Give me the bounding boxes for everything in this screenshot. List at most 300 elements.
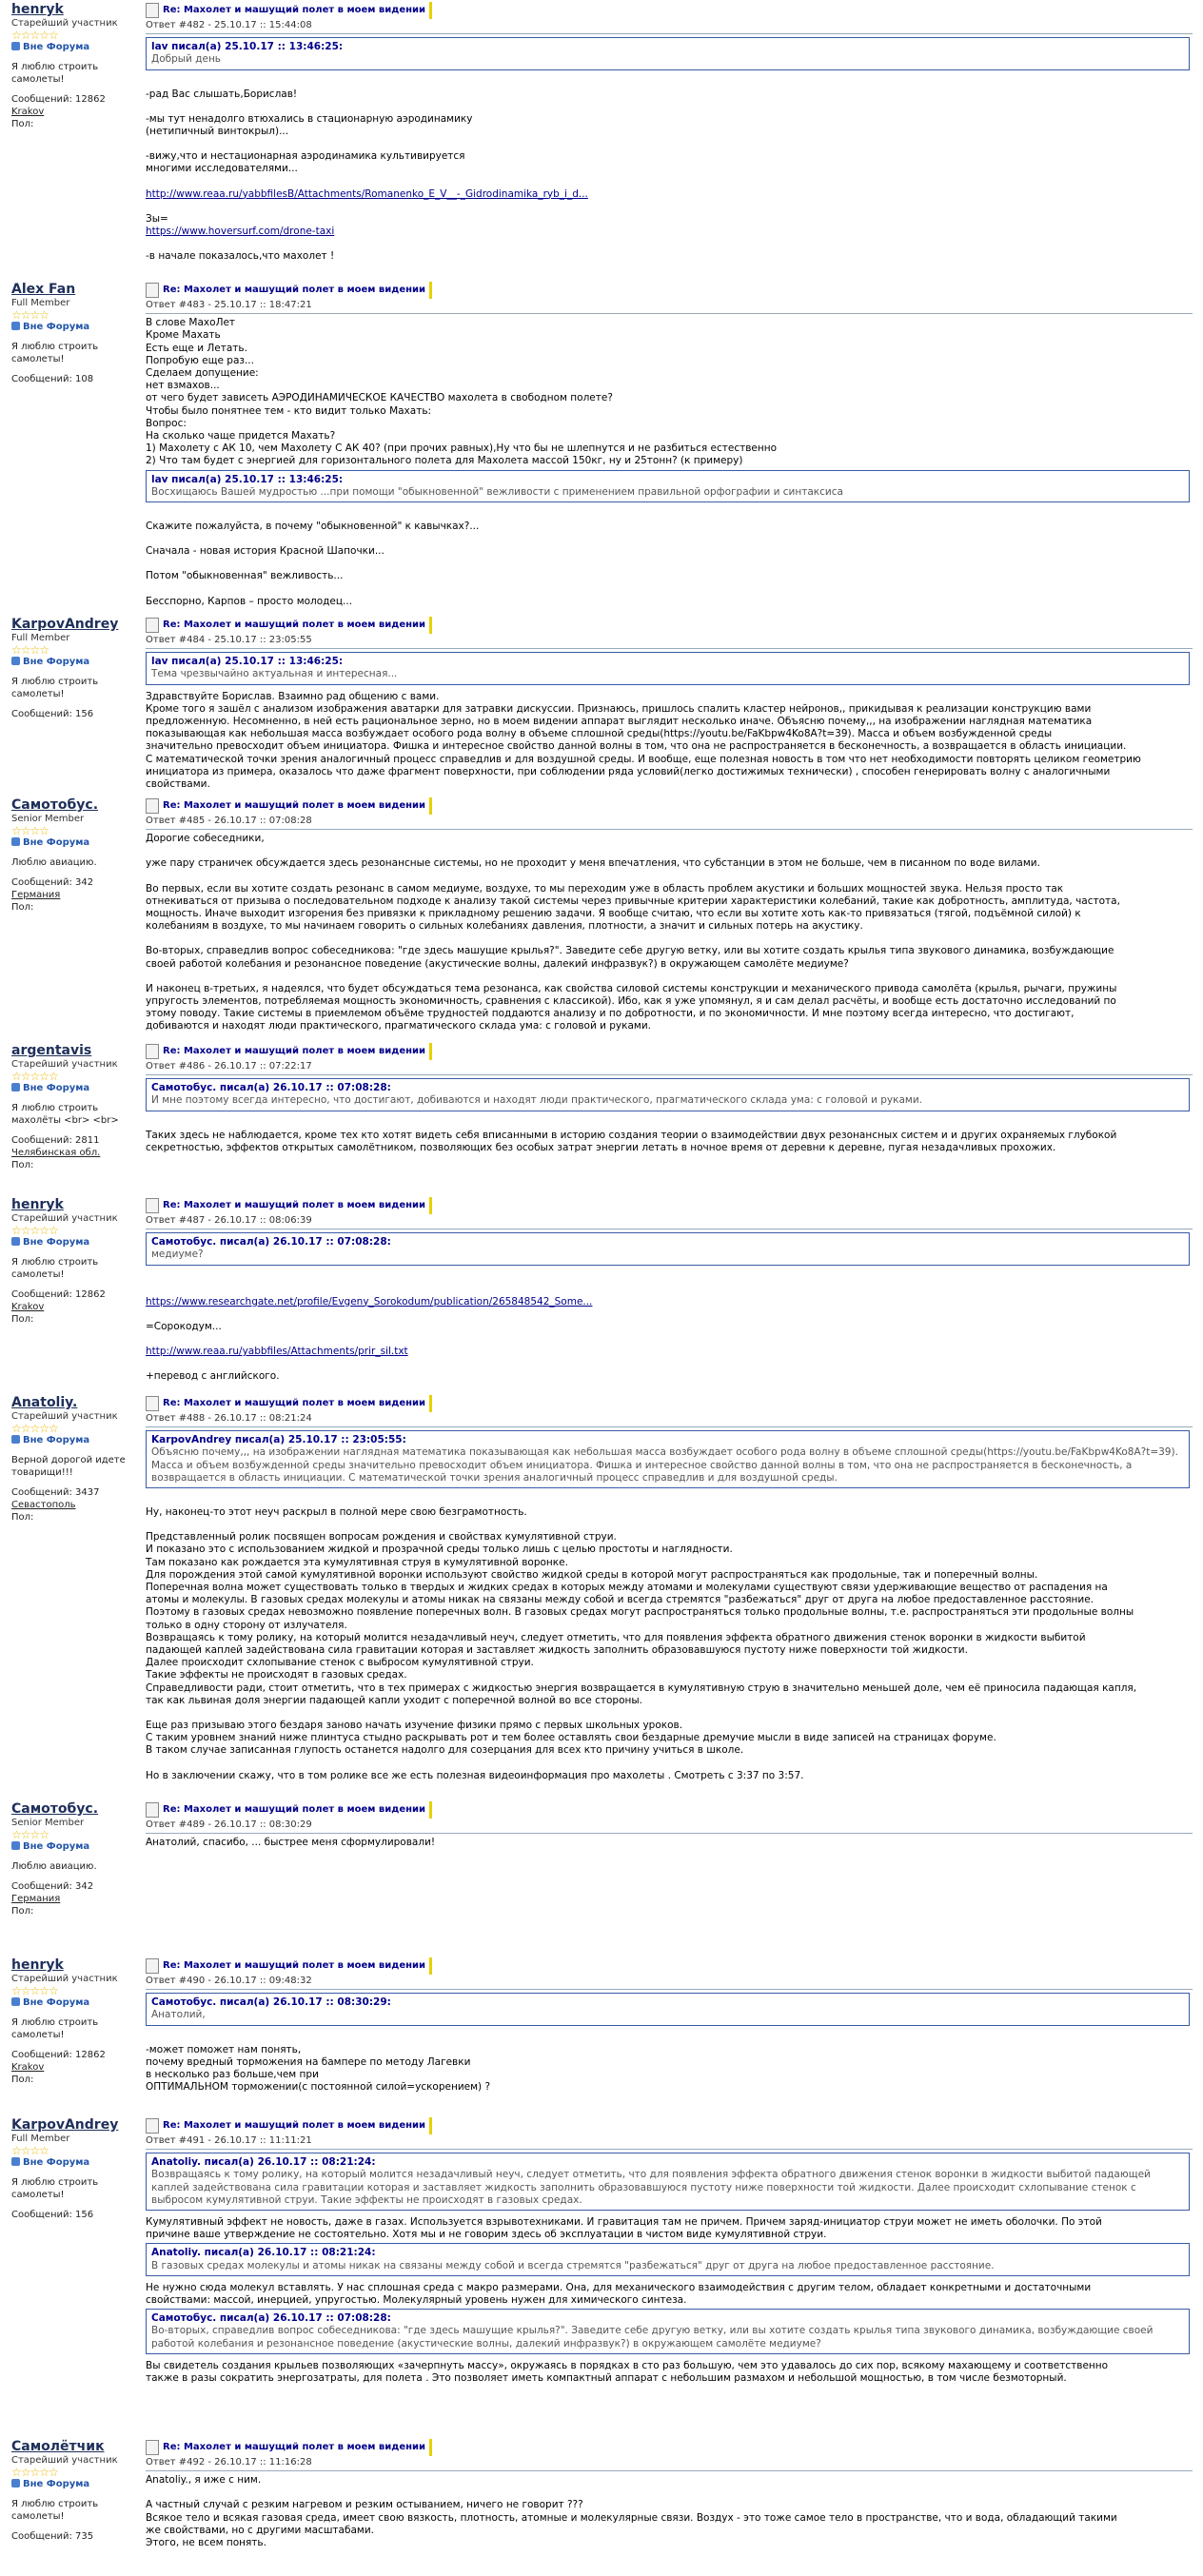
author-rank: Старейший участник xyxy=(11,1059,118,1070)
post-text-line: также в разы сократить энергозатраты, для полета . Это позволяет иметь компактный аппарат с небольшим размахом и небольшой мощностью, в том числе безмоторный. xyxy=(146,2372,1067,2385)
message-count: Сообщений: 12862 xyxy=(11,1289,106,1300)
author-name[interactable]: Alex Fan xyxy=(11,282,76,297)
post-meta: Ответ #489 - 26.10.17 :: 08:30:29 xyxy=(146,1819,1193,1834)
post-header xyxy=(146,1801,1193,1819)
post-meta: Ответ #490 - 26.10.17 :: 09:48:32 xyxy=(146,1975,1193,1990)
blank-line xyxy=(146,1494,1193,1506)
post-text-line: Всякое тело и всякая газовая среда, имеет свою вязкость, плотность, атомные и молекулярные связи. Воздух - это тоже самое тело в пространстве, что и вода, обладающий такими xyxy=(146,2511,1117,2524)
post-title-link[interactable]: Re: Махолет и машущий полет в моем видении xyxy=(163,1804,426,1816)
post-text-line: значительно превосходит объем инициатора. Фишка и интересное свойство данной волны в том, что она не распространяется в бесконечность, а возвращается в область инициации. xyxy=(146,740,1127,753)
post-content xyxy=(146,617,1193,791)
spacer xyxy=(11,1853,140,1860)
post-text-line: Анатолий, спасибо, ... быстрее меня сформулировали! xyxy=(146,1837,436,1849)
post-text-line: На сколько чаще придется Махать? xyxy=(146,430,336,442)
spacer xyxy=(11,2201,140,2209)
post-text-line: колебаниям в воздухе, то мы начинаем говорить о сильных колебаниях давления, плотности, а значит и сильных потерь на акустику. xyxy=(146,920,863,933)
post-header xyxy=(146,617,1193,634)
rank-stars-icon: ☆☆☆☆ xyxy=(11,2144,49,2157)
author-gender: Пол: xyxy=(11,1160,34,1170)
author-panel xyxy=(11,2,140,130)
quote-block xyxy=(146,2153,1190,2211)
post-text-line: В таком случае записанная глупость останется надолго для созерцания для всех кто причину учиться в школе. xyxy=(146,1744,744,1757)
post-text-line: Там показано как рождается эта кумулятивная струя в кумулятивной воронке. xyxy=(146,1556,568,1568)
post-icon xyxy=(146,2440,159,2455)
post-title-link[interactable]: Re: Махолет и машущий полет в моем видении xyxy=(163,1046,426,1057)
post-title-link[interactable]: Re: Махолет и машущий полет в моем видении xyxy=(163,1200,426,1211)
post-text-line: атомы и молекулы. В газовых средах молекулы и атомы никак на связаны между собой и всегда стремятся "разбежаться" друг от друга на любое предоставленное расстояние. xyxy=(146,1594,1094,1606)
post-marker-icon xyxy=(429,282,432,299)
post-text-line: Этого, не всем понять. xyxy=(146,2537,266,2549)
post-text-line: Но в заключении скажу, что в том ролике все же есть полезная видеоинформация про махолеты . Смотреть с 3:37 по 3:57. xyxy=(146,1769,804,1781)
quote-header[interactable]: Anatoliy. писал(а) 26.10.17 :: 08:21:24: xyxy=(151,2156,376,2169)
message-count: Сообщений: 2811 xyxy=(11,1135,100,1146)
online-status: Вне Форума xyxy=(11,2156,140,2169)
quote-header[interactable]: lav писал(а) 25.10.17 :: 13:46:25: xyxy=(151,656,344,668)
post-icon xyxy=(146,1044,159,1059)
post-title-link[interactable]: Re: Махолет и машущий полет в моем видении xyxy=(163,2442,426,2453)
quote-header[interactable]: lav писал(а) 25.10.17 :: 13:46:25: xyxy=(151,473,344,485)
post-text-line: в несколько раз больше,чем при xyxy=(146,2069,319,2081)
author-gender: Пол: xyxy=(11,1512,34,1523)
online-status: Вне Форума xyxy=(11,656,140,668)
blank-line xyxy=(146,201,1193,213)
post-text-line: С таким уровнем знаний ниже плинтуса стыдно раскрывать рот и тем более оставлять свои бездарные дремучие мысли в виде записей на страницах форуме. xyxy=(146,1732,996,1744)
online-status: Вне Форума xyxy=(11,836,140,849)
spacer xyxy=(11,869,140,876)
post-text-line: И показано это с использованием жидкой и прозрачной среды только лишь с целью простоты и наглядности. xyxy=(146,1544,733,1556)
spacer xyxy=(11,1249,140,1256)
post-text-line: -в начале показалось,что махолет ! xyxy=(146,250,335,263)
quote-text: И мне поэтому всегда интересно, что достигают, добиваются и находят люди практического, прагматического склада ума: с головой и руками. xyxy=(151,1094,923,1107)
post-text-line: Вы свидетель создания крыльев позволяющих «зачерпнуть массу», окружаясь в порядках в сто раз большую, чем это удавалось до сих пор, всякому махающему и соответственно xyxy=(146,2359,1109,2371)
post-text-line: Бесспорно, Карпов – просто молодец... xyxy=(146,595,353,607)
post-text-line: Дорогие собеседники, xyxy=(146,833,265,845)
author-location[interactable]: Krakov xyxy=(11,107,45,117)
quote-header[interactable]: Anatoliy. писал(а) 26.10.17 :: 08:21:24: xyxy=(151,2247,376,2259)
author-location[interactable]: Севастополь xyxy=(11,1500,76,1510)
author-rank: Full Member xyxy=(11,633,70,643)
quote-header[interactable]: Самотобус. писал(а) 26.10.17 :: 07:08:28: xyxy=(151,1082,391,1094)
quote-text: Добрый день xyxy=(151,53,221,66)
rank-stars-icon: ☆☆☆☆ xyxy=(11,1828,49,1841)
author-name[interactable]: Самотобус. xyxy=(11,1801,99,1817)
post-link[interactable]: https://www.hoversurf.com/drone-taxi xyxy=(146,226,335,238)
post-marker-icon xyxy=(429,797,432,815)
post-text-line: -мы тут ненадолго втюхались в стационарную аэродинамику xyxy=(146,112,473,125)
author-panel xyxy=(11,2439,140,2543)
blank-line xyxy=(146,1271,1193,1284)
post-header xyxy=(146,2439,1193,2456)
post-text-line: Ну, наконец-то этот неуч раскрыл в полной мере свою безграмотность. xyxy=(146,1506,527,1519)
online-status: Вне Форума xyxy=(11,1840,140,1853)
post-text-line: Чтобы было понятнее тем - кто видит только Махать: xyxy=(146,404,432,417)
post-text-line: Кроме того я зашёл с анализом изображения аватарки для затравки дискуссии. Признаюсь, пришлось спалить кластер нейронов,, прикидывая к реализации конструкцию вами xyxy=(146,702,1092,715)
author-motto: Я люблю строить самолеты! xyxy=(11,2177,99,2200)
post-title-link[interactable]: Re: Махолет и машущий полет в моем видении xyxy=(163,800,426,812)
post-title-link[interactable]: Re: Махолет и машущий полет в моем видении xyxy=(163,1398,426,1409)
blank-line xyxy=(146,933,1193,945)
post-icon xyxy=(146,1802,159,1818)
author-panel xyxy=(11,797,140,914)
post-text-line: секретностью, эффектов открытых самолётником, позволяющих без особых затрат энергии летать в ночное время от деревни к деревне, пугая незадачливых прохожих. xyxy=(146,1141,1056,1153)
author-panel xyxy=(11,1395,140,1524)
spacer xyxy=(11,333,140,341)
blank-line xyxy=(146,583,1193,596)
post-meta: Ответ #486 - 26.10.17 :: 07:22:17 xyxy=(146,1060,1193,1075)
online-status: Вне Форума xyxy=(11,2478,140,2490)
blank-line xyxy=(146,845,1193,857)
post-text-line: 1) Махолету с АК 10, чем Махолету С АК 40? (при прочих равных),Ну что бы не шлепнутся и не разбиться естественно xyxy=(146,442,778,455)
quote-block xyxy=(146,1078,1190,1111)
post-title-link[interactable]: Re: Махолет и машущий полет в моем видении xyxy=(163,5,426,16)
spacer xyxy=(11,365,140,373)
post-icon xyxy=(146,1198,159,1213)
online-status: Вне Форума xyxy=(11,1434,140,1446)
author-panel xyxy=(11,282,140,385)
blank-line xyxy=(146,1358,1193,1370)
author-motto: Верной дорогой идете товарищи!!! xyxy=(11,1455,126,1478)
post-icon xyxy=(146,2118,159,2134)
post-header xyxy=(146,2117,1193,2134)
post-content xyxy=(146,1197,1193,1383)
rank-stars-icon: ☆☆☆☆ xyxy=(11,643,49,657)
rank-stars-icon: ☆☆☆☆☆ xyxy=(11,1984,58,1997)
post-text-line: (нетипичный винтокрыл)... xyxy=(146,126,289,138)
blank-line xyxy=(146,176,1193,188)
post-text-line: причине ваше утверждение не состоятельно. Хотя мы и не говорим здесь об эксплуатации в чистом виде кумулятивной струи. xyxy=(146,2229,827,2241)
post-header xyxy=(146,1197,1193,1214)
spacer xyxy=(11,2041,140,2049)
blank-line xyxy=(146,1758,1193,1770)
post-title-link[interactable]: Re: Махолет и машущий полет в моем видении xyxy=(163,285,426,296)
post-icon xyxy=(146,3,159,18)
post-text-line: Не нужно сюда молекул вставлять. У нас сплошная среда с макро размерами. Она, для механического взаимодействия с другим телом, обладает конкретными и достаточными xyxy=(146,2281,1092,2293)
quote-text: Восхищаюсь Вашей мудростью ...при помощи "обыкновенной" вежливости с применением правильной орфографии и синтаксиса xyxy=(151,485,843,498)
author-rank: Senior Member xyxy=(11,814,85,824)
author-rank: Старейший участник xyxy=(11,2455,118,2466)
blank-line xyxy=(146,971,1193,983)
post-header xyxy=(146,1957,1193,1975)
spacer xyxy=(11,2490,140,2498)
post-meta: Ответ #482 - 25.10.17 :: 15:44:08 xyxy=(146,19,1193,34)
quote-block xyxy=(146,470,1190,502)
post-text-line: Сначала - новая история Красной Шапочки... xyxy=(146,545,385,558)
author-location[interactable]: Германия xyxy=(11,1894,61,1904)
rank-stars-icon: ☆☆☆☆☆ xyxy=(11,29,58,42)
post-icon xyxy=(146,1958,159,1974)
post-text-line: Потом "обыкновенная" вежливость... xyxy=(146,570,344,582)
quote-text: Объясню почему,,, на изображении наглядная математика показывающая как небольшая масса возбуждает особого рода волну в объеме сплошной среды(https://youtu.be/FaKbpw4Ko8A?t=39). Масса и объем возбужденной среды значительно превосходит объем инициатора. Фишка и интересное свойство данной волны в том, что она не распространяется в бесконечность, а возвращается в область инициации. С математической точки зрения аналогичный процесс справедлив и для воздушной среды. xyxy=(151,1446,1178,1484)
post-text-line: предложенную. Несомненно, в ней есть рациональное зерно, но в моем видении аппарат выглядит несколько иначе. Объясню почему,,, на изображении наглядная математика xyxy=(146,716,1093,728)
post-text-line: Кумулятивный эффект не новость, даже в газах. Используется взрывотехниками. И гравитация там не причем. Причем заряд-инициатор струи может не иметь оболочки. По этой xyxy=(146,2216,1102,2229)
post-header xyxy=(146,2,1193,19)
post-content xyxy=(146,282,1193,608)
quote-block xyxy=(146,1993,1190,2025)
post-text-line: И наконец в-третьих, я надеялся, что будет обсуждаться тема резонанса, как свойства силовой системы конструкции и механического привода самолёта (крылья, рычаги, пружины xyxy=(146,982,1117,994)
spacer xyxy=(11,1873,140,1880)
post-content xyxy=(146,1957,1193,2094)
post-marker-icon xyxy=(429,617,432,634)
blank-line xyxy=(146,1117,1193,1130)
quote-block xyxy=(146,37,1190,69)
author-gender: Пол: xyxy=(11,1314,34,1325)
rank-stars-icon: ☆☆☆☆☆ xyxy=(11,1422,58,1435)
author-motto: Я люблю строить самолеты! xyxy=(11,2017,99,2040)
author-location[interactable]: Krakov xyxy=(11,1302,45,1312)
post-text-line: уже пару страничек обсуждается здесь резонансные системы, но не проходит у меня впечатления, что субстанции в этом не больше, чем в писанном по воде вилами. xyxy=(146,857,1040,870)
spacer xyxy=(11,1479,140,1486)
post-text-line: Поэтому в газовых средах невозможно появление поперечных волн. В газовых средах могут распространяться только продольные волны, т.е. распространяться эти продольные волны xyxy=(146,1606,1134,1619)
author-location[interactable]: Челябинская обл. xyxy=(11,1148,101,1158)
post-text-line: Поперечная волна может существовать только в твердых и жидких средах в которых между атомами и молекулами существуют связи удерживающие вещество от распадения на xyxy=(146,1582,1108,1594)
online-status: Вне Форума xyxy=(11,321,140,333)
spacer xyxy=(11,2523,140,2530)
post-text-line: С математической точки зрения аналогичный процесс справедлив и для воздушной среды. И вообще, еще полезная новость в том что нет необходимости повторять целиком геометрию xyxy=(146,753,1141,765)
quote-text: медиуме? xyxy=(151,1249,204,1261)
spacer xyxy=(11,668,140,676)
post-meta: Ответ #487 - 26.10.17 :: 08:06:39 xyxy=(146,1214,1193,1229)
quote-text: Возвращаясь к тому ролику, на который молится незадачливый неуч, следует отметить, что для появления эффекта обратного движения стенок воронки в жидкости выбитой падающей каплей задействована сила гравитации которая и заставляет жидкость заполнить образовавшуюся пустоту ниже поверхности той жидкости. Далее происходит схлопывание стенок с выбросом кумулятивной струи. Такие эффекты не происходят в газовых средах. xyxy=(151,2169,1151,2206)
post-text-line: Попробую еще раз... xyxy=(146,354,254,366)
author-location[interactable]: Германия xyxy=(11,890,61,900)
post-text-line: так как львиная доля энергии падающей капли уходит с поперечной волной во все стороны. xyxy=(146,1694,642,1706)
post-marker-icon xyxy=(429,1197,432,1214)
author-motto: Я люблю строить самолеты! xyxy=(11,2499,99,2522)
post-text-line: свойствами: массой, инерцией, упругостью. Молекулярный уровень нужен для химического синтеза. xyxy=(146,2294,687,2307)
post-text-line: -рад Вас слышать,Борислав! xyxy=(146,88,298,100)
post-text-line: Anatoliy., я иже с ним. xyxy=(146,2474,262,2487)
post-text-line: упругость элементов, потребляемая мощность экономичность, сравнения с классикой). Ибо, как я уже упомянул, я и сам делал расчёты, и вообще есть достаточно исследований по xyxy=(146,995,1116,1008)
post-content xyxy=(146,2439,1193,2549)
author-name[interactable]: KarpovAndrey xyxy=(11,2117,119,2133)
author-motto: Люблю авиацию. xyxy=(11,1861,97,1872)
author-rank: Старейший участник xyxy=(11,1213,118,1224)
post-meta: Ответ #485 - 26.10.17 :: 07:08:28 xyxy=(146,815,1193,830)
quote-header[interactable]: Самотобус. писал(а) 26.10.17 :: 07:08:28: xyxy=(151,1236,391,1249)
author-name[interactable]: KarpovAndrey xyxy=(11,617,119,632)
post-text-line: Есть еще и Летать. xyxy=(146,342,247,354)
post-text-line: нет взмахов... xyxy=(146,380,220,392)
post-link[interactable]: http://www.reaa.ru/yabbfilesB/Attachments/Romanenko_E_V__-_Gidrodinamika_ryb_i_d... xyxy=(146,187,588,200)
message-count: Сообщений: 156 xyxy=(11,709,94,719)
post-text-line: показывающая как небольшая масса возбуждает особого рода волну в объеме сплошной среды(https://youtu.be/FaKbpw4Ko8A?t=39). Масса и объем возбужденной среды xyxy=(146,728,1053,740)
post-meta: Ответ #488 - 26.10.17 :: 08:21:24 xyxy=(146,1412,1193,1427)
post-text-line: Далее происходит схлопывание стенок с выбросом кумулятивной струи. xyxy=(146,1657,534,1669)
author-motto: Я люблю строить самолеты! xyxy=(11,62,99,85)
post-title-link[interactable]: Re: Махолет и машущий полет в моем видении xyxy=(163,2120,426,2132)
blank-line xyxy=(146,1707,1193,1720)
post-text-line: =Сорокодум... xyxy=(146,1320,222,1332)
blank-line xyxy=(146,533,1193,545)
post-text-line: Справедливости ради, стоит отметить, что в тех примерах с жидкостью энергия возвращается в кумулятивную струю в значительно меньшей доле, чем её приносила падающая капля, xyxy=(146,1681,1137,1694)
blank-line xyxy=(146,2032,1193,2044)
post-text-line: только в одну сторону от излучателя. xyxy=(146,1619,347,1631)
post-marker-icon xyxy=(429,1043,432,1060)
blank-line xyxy=(146,871,1193,883)
post-text-line: многими исследователями... xyxy=(146,163,298,175)
author-gender: Пол: xyxy=(11,1906,34,1917)
message-count: Сообщений: 12862 xyxy=(11,94,106,105)
post-marker-icon xyxy=(429,1395,432,1412)
post-text-line: Еще раз призываю этого бездаря заново начать изучение физики прямо с первых школьных уроков. xyxy=(146,1720,683,1732)
post-meta: Ответ #483 - 25.10.17 :: 18:47:21 xyxy=(146,299,1193,314)
quote-text: Анатолий, xyxy=(151,2009,206,2021)
post-text-line: Во первых, если вы хотите создать резонанс в самом медиуме, воздухе, то мы переходим уже в область проблем акустики и больших мощностей звука. Нельзя просто так xyxy=(146,882,1064,895)
blank-line xyxy=(146,1308,1193,1321)
author-panel xyxy=(11,2117,140,2221)
post-text-line: Сделаем допущение: xyxy=(146,367,259,380)
post-text-line: почему вредный торможения на бампере по методу Лагевки xyxy=(146,2055,471,2068)
spacer xyxy=(11,1127,140,1134)
post-text-line: 2) Что там будет с энергией для горизонтального полета для Махолета массой 150кг, ну и 25тонн? (к примеру) xyxy=(146,455,743,467)
author-location[interactable]: Krakov xyxy=(11,2062,45,2073)
blank-line xyxy=(146,1333,1193,1346)
blank-line xyxy=(146,238,1193,250)
author-rank: Senior Member xyxy=(11,1818,85,1828)
rank-stars-icon: ☆☆☆☆ xyxy=(11,308,49,322)
author-panel xyxy=(11,1043,140,1171)
post-text-line: же свойствами, но с другими масштабами. xyxy=(146,2524,374,2536)
author-gender: Пол: xyxy=(11,902,34,913)
post-marker-icon xyxy=(429,1801,432,1819)
author-panel xyxy=(11,1801,140,1917)
post-marker-icon xyxy=(429,2439,432,2456)
post-text-line: своей работой колебания и резонансное поведение (акустические волны, далекий инфразвук?) в окружающем самолёте медиуме? xyxy=(146,957,849,970)
post-icon xyxy=(146,618,159,633)
online-status: Вне Форума xyxy=(11,41,140,53)
spacer xyxy=(11,2009,140,2016)
message-count: Сообщений: 108 xyxy=(11,374,94,384)
author-motto: Люблю авиацию. xyxy=(11,857,97,868)
author-name[interactable]: Самолётчик xyxy=(11,2439,105,2454)
author-rank: Full Member xyxy=(11,298,70,308)
author-name[interactable]: henryk xyxy=(11,2,64,17)
blank-line xyxy=(146,138,1193,150)
post-content xyxy=(146,797,1193,1033)
post-header xyxy=(146,1043,1193,1060)
message-count: Сообщений: 342 xyxy=(11,877,94,888)
spacer xyxy=(11,53,140,61)
post-meta: Ответ #491 - 26.10.17 :: 11:11:21 xyxy=(146,2134,1193,2150)
post-marker-icon xyxy=(429,2,432,19)
author-motto: Я люблю строить самолеты! xyxy=(11,342,99,364)
author-name[interactable]: argentavis xyxy=(11,1043,92,1058)
post-marker-icon xyxy=(429,2117,432,2134)
quote-text: В газовых средах молекулы и атомы никак на связаны между собой и всегда стремятся "разбежаться" друг от друга на любое предоставленное расстояние. xyxy=(151,2259,995,2271)
message-count: Сообщений: 156 xyxy=(11,2210,94,2220)
author-motto: Я люблю строить махолёты <br> <br> xyxy=(11,1103,119,1126)
author-name[interactable]: henryk xyxy=(11,1197,64,1212)
post-link[interactable]: http://www.reaa.ru/yabbfiles/Attachments/prir_sil.txt xyxy=(146,1346,408,1358)
quote-block xyxy=(146,2309,1190,2354)
post-content xyxy=(146,2117,1193,2385)
spacer xyxy=(11,1446,140,1454)
post-text-line: добиваются и находят люди практического, прагматического склада ума: с головой и руками. xyxy=(146,1020,652,1032)
post-text-line: А частный случай с резким нагревом и резким остыванием, ничего не говорит ??? xyxy=(146,2499,583,2511)
blank-line xyxy=(146,508,1193,521)
post-text-line: Здравствуйте Борислав. Взаимно рад общению с вами. xyxy=(146,690,440,702)
post-content xyxy=(146,1801,1193,1849)
blank-line xyxy=(146,2487,1193,2499)
message-count: Сообщений: 735 xyxy=(11,2531,94,2542)
rank-stars-icon: ☆☆☆☆☆ xyxy=(11,2466,58,2479)
post-marker-icon xyxy=(429,1957,432,1975)
blank-line xyxy=(146,101,1193,113)
author-panel xyxy=(11,1957,140,2086)
quote-block xyxy=(146,1232,1190,1265)
blank-line xyxy=(146,1284,1193,1296)
post-icon xyxy=(146,283,159,298)
rank-stars-icon: ☆☆☆☆☆ xyxy=(11,1070,58,1083)
quote-text: Во-вторых, справедлив вопрос собеседникова: "где здесь машущие крылья?". Заведите себе другую ветку, или вы хотите создать крылья типа звукового динамика, возбуждающие своей работой колебания и резонансное поведение (акустические волны, далекий инфразвук?) в окружающем самолёте медиуме? xyxy=(151,2325,1154,2350)
message-count: Сообщений: 12862 xyxy=(11,2050,106,2060)
post-text-line: Скажите пожалуйста, в почему "обыкновенной" к кавычках?... xyxy=(146,521,480,533)
author-motto: Я люблю строить самолеты! xyxy=(11,1257,99,1280)
blank-line xyxy=(146,76,1193,88)
post-text-line: Представленный ролик посвящен вопросам рождения и свойствах кумулятивной струи. xyxy=(146,1531,617,1544)
quote-header[interactable]: Самотобус. писал(а) 26.10.17 :: 07:08:28: xyxy=(151,2312,391,2325)
rank-stars-icon: ☆☆☆☆ xyxy=(11,824,49,837)
online-status: Вне Форума xyxy=(11,1082,140,1094)
author-motto: Я люблю строить самолеты! xyxy=(11,677,99,699)
spacer xyxy=(11,86,140,93)
quote-header[interactable]: lav писал(а) 25.10.17 :: 13:46:25: xyxy=(151,41,344,53)
online-status: Вне Форума xyxy=(11,1236,140,1249)
quote-header[interactable]: Самотобус. писал(а) 26.10.17 :: 08:30:29: xyxy=(151,1996,391,2009)
quote-header[interactable]: KarpovAndrey писал(а) 25.10.17 :: 23:05:55: xyxy=(151,1434,406,1446)
post-text-line: +перевод с английского. xyxy=(146,1370,280,1383)
author-rank: Старейший участник xyxy=(11,18,118,29)
author-name[interactable]: Самотобус. xyxy=(11,797,99,813)
author-name[interactable]: henryk xyxy=(11,1957,64,1973)
author-gender: Пол: xyxy=(11,119,34,129)
author-panel xyxy=(11,1197,140,1326)
online-status: Вне Форума xyxy=(11,1996,140,2009)
post-text-line: этому поводу. Такие системы в приемлемом объёме трудностей поддаются анализу и по добротности, и по экономичности. И мне поэтому всегда интересно, что достигают, xyxy=(146,1008,1075,1020)
post-link[interactable]: https://www.researchgate.net/profile/Evgeny_Sorokodum/publication/265848542_Some... xyxy=(146,1295,593,1308)
message-count: Сообщений: 342 xyxy=(11,1881,94,1892)
post-meta: Ответ #484 - 25.10.17 :: 23:05:55 xyxy=(146,634,1193,649)
author-rank: Старейший участник xyxy=(11,1411,118,1422)
quote-block xyxy=(146,2243,1190,2275)
post-content xyxy=(146,2,1193,263)
post-text-line: Вопрос: xyxy=(146,417,187,429)
post-title-link[interactable]: Re: Махолет и машущий полет в моем видении xyxy=(163,1960,426,1972)
post-text-line: падающей каплей задействована сила гравитации которая и заставляет жидкость заполнить образовавшуюся пустоту ниже поверхности той жидкости. xyxy=(146,1644,968,1657)
post-header xyxy=(146,1395,1193,1412)
post-text-line: Такие эффекты не происходят в газовых средах. xyxy=(146,1669,407,1681)
author-name[interactable]: Anatoliy. xyxy=(11,1395,78,1410)
post-title-link[interactable]: Re: Махолет и машущий полет в моем видении xyxy=(163,619,426,631)
post-text-line: Зы= xyxy=(146,212,168,225)
post-header xyxy=(146,282,1193,299)
post-header xyxy=(146,797,1193,815)
post-text-line: -может поможет нам понять, xyxy=(146,2043,302,2055)
post-text-line: мощность. Иначе выходит изгорения без привязки к прикладному решению задачи. Я вообще считаю, что если вы хотите хоть как-то привязаться (тягой, подъёмной силой) к xyxy=(146,908,1081,920)
post-icon xyxy=(146,1396,159,1411)
post-text-line: Возвращаясь к тому ролику, на который молится незадачливый неуч, следует отметить, что для появления эффекта обратного движения стенок воронки в жидкости выбитой xyxy=(146,1631,1086,1643)
post-icon xyxy=(146,798,159,814)
spacer xyxy=(11,1281,140,1288)
author-rank: Full Member xyxy=(11,2134,70,2144)
post-text-line: ОПТИМАЛЬНОМ торможении(с постоянной силой=ускорением) ? xyxy=(146,2081,491,2094)
post-text-line: отнекиваться от призыва о последовательном подходе к анализу такой системы через привычные критерии характеристики колебаний, такие как добротность, амплитуда, частота, xyxy=(146,895,1120,907)
post-text-line: Для порождения этой самой кумулятивной воронки используют свойство жидкой среды в которой могут распространяться как продольные, так и поперечный волны. xyxy=(146,1568,1038,1581)
post-text-line: Кроме Махать xyxy=(146,329,221,342)
post-text-line: -вижу,что и нестационарная аэродинамика культивируется xyxy=(146,150,465,163)
post-text-line: В слове МахоЛет xyxy=(146,317,236,329)
spacer xyxy=(11,2169,140,2176)
